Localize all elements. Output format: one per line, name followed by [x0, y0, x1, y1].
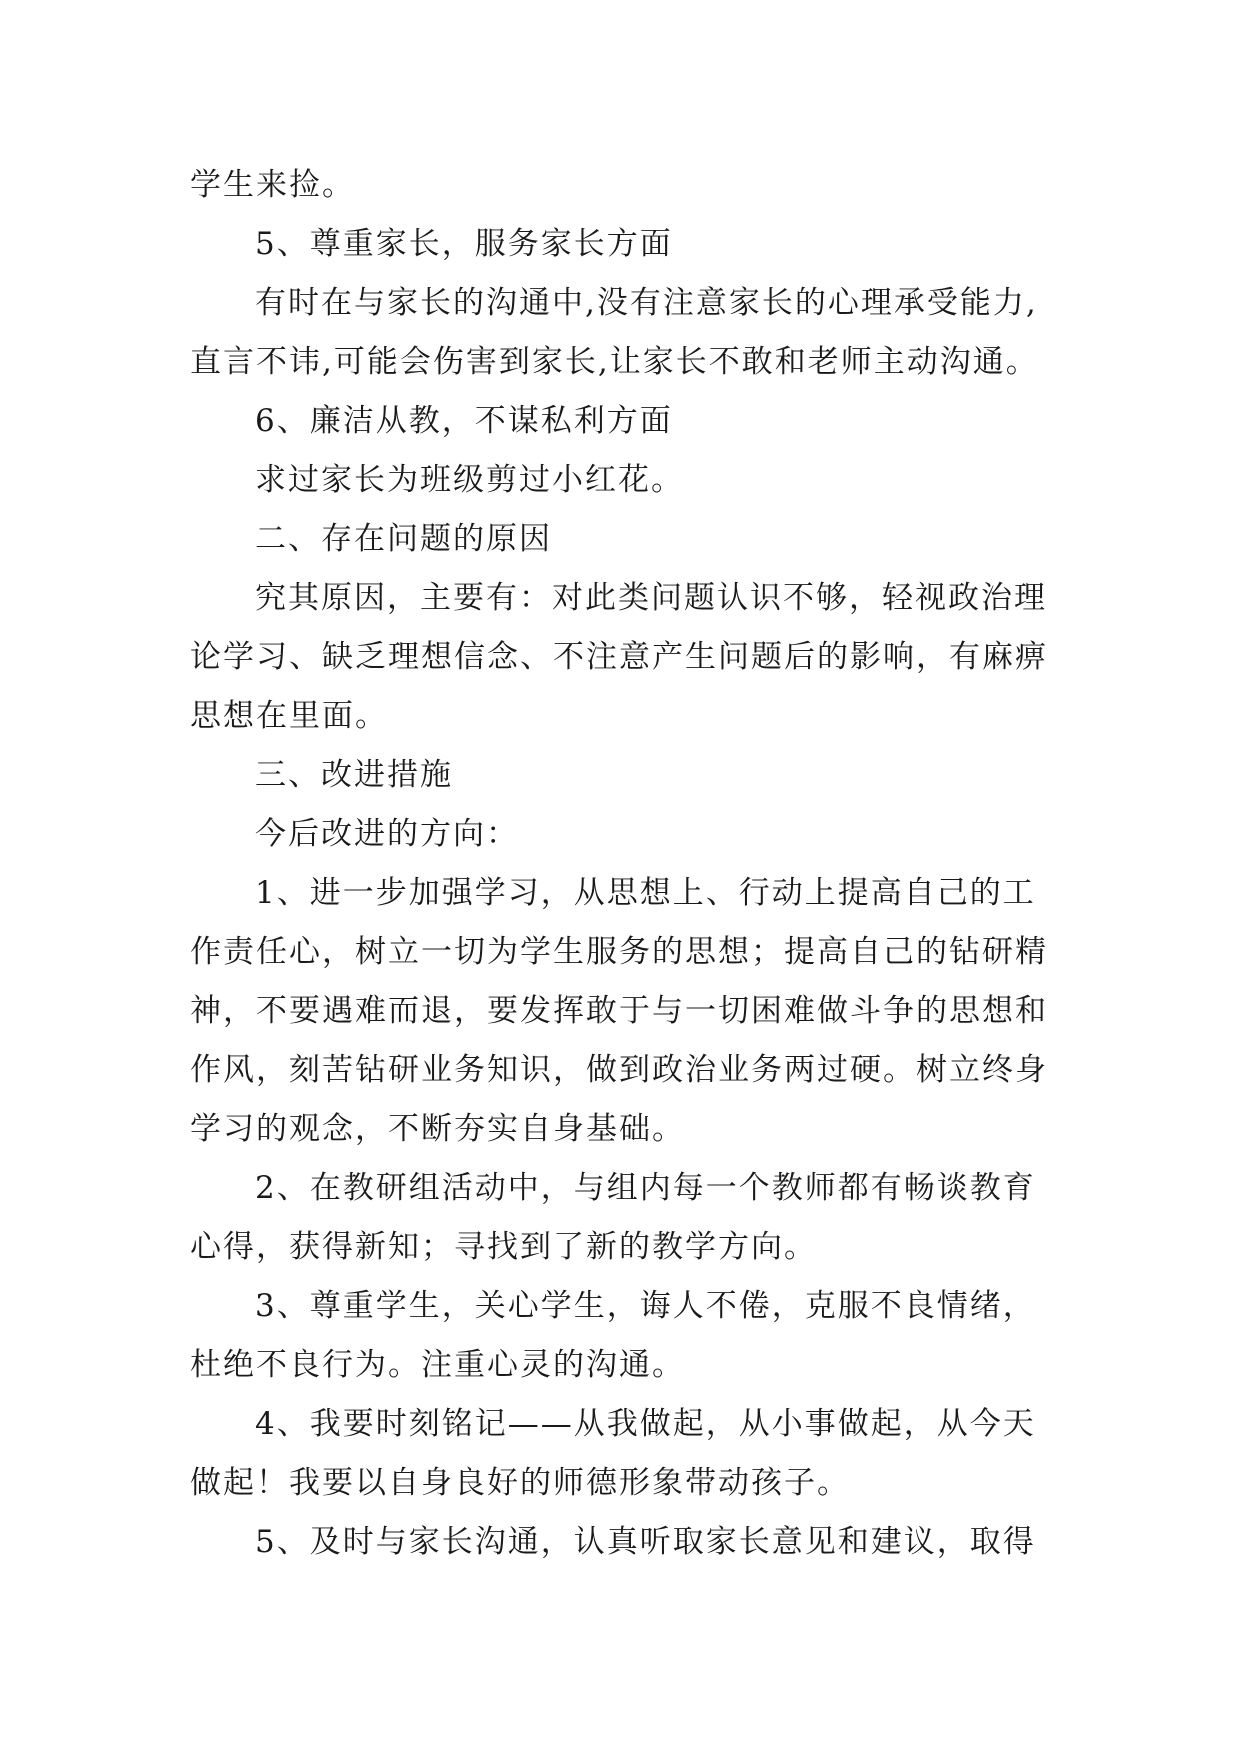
- text-line: 直言不讳,可能会伤害到家长,让家长不敢和老师主动沟通。: [190, 344, 1039, 380]
- text-line: 学习的观念，不断夯实自身基础。: [190, 1111, 685, 1147]
- section-heading: 5、尊重家长，服务家长方面: [255, 226, 673, 262]
- text-line: 究其原因，主要有：对此类问题认识不够，轻视政治理: [255, 580, 1047, 616]
- section-heading: 三、改进措施: [255, 757, 453, 793]
- text-line: 作责任心，树立一切为学生服务的思想；提高自己的钻研精: [190, 934, 1048, 970]
- text-line: 论学习、缺乏理想信念、不注意产生问题后的影响，有麻痹: [190, 639, 1048, 675]
- text-line: 求过家长为班级剪过小红花。: [255, 462, 684, 498]
- text-line: 5、及时与家长沟通，认真听取家长意见和建议，取得: [255, 1524, 1036, 1560]
- text-line: 有时在与家长的沟通中,没有注意家长的心理承受能力,: [255, 285, 1038, 321]
- text-line: 学生来捡。: [190, 167, 355, 203]
- text-line: 心得，获得新知；寻找到了新的教学方向。: [190, 1229, 817, 1265]
- text-line: 做起！我要以自身良好的师德形象带动孩子。: [190, 1465, 850, 1501]
- text-line: 4、我要时刻铭记——从我做起，从小事做起，从今天: [255, 1406, 1036, 1442]
- text-line: 作风，刻苦钻研业务知识，做到政治业务两过硬。树立终身: [190, 1052, 1048, 1088]
- text-line: 今后改进的方向：: [255, 816, 519, 852]
- text-line: 2、在教研组活动中，与组内每一个教师都有畅谈教育: [255, 1170, 1036, 1206]
- section-heading: 6、廉洁从教，不谋私利方面: [255, 403, 673, 439]
- text-line: 3、尊重学生，关心学生，诲人不倦，克服不良情绪，: [255, 1288, 1036, 1324]
- text-line: 神，不要遇难而退，要发挥敢于与一切困难做斗争的思想和: [190, 993, 1048, 1029]
- section-heading: 二、存在问题的原因: [255, 521, 552, 557]
- text-line: 杜绝不良行为。注重心灵的沟通。: [190, 1347, 685, 1383]
- text-line: 1、进一步加强学习，从思想上、行动上提高自己的工: [255, 875, 1036, 911]
- text-line: 思想在里面。: [190, 698, 388, 734]
